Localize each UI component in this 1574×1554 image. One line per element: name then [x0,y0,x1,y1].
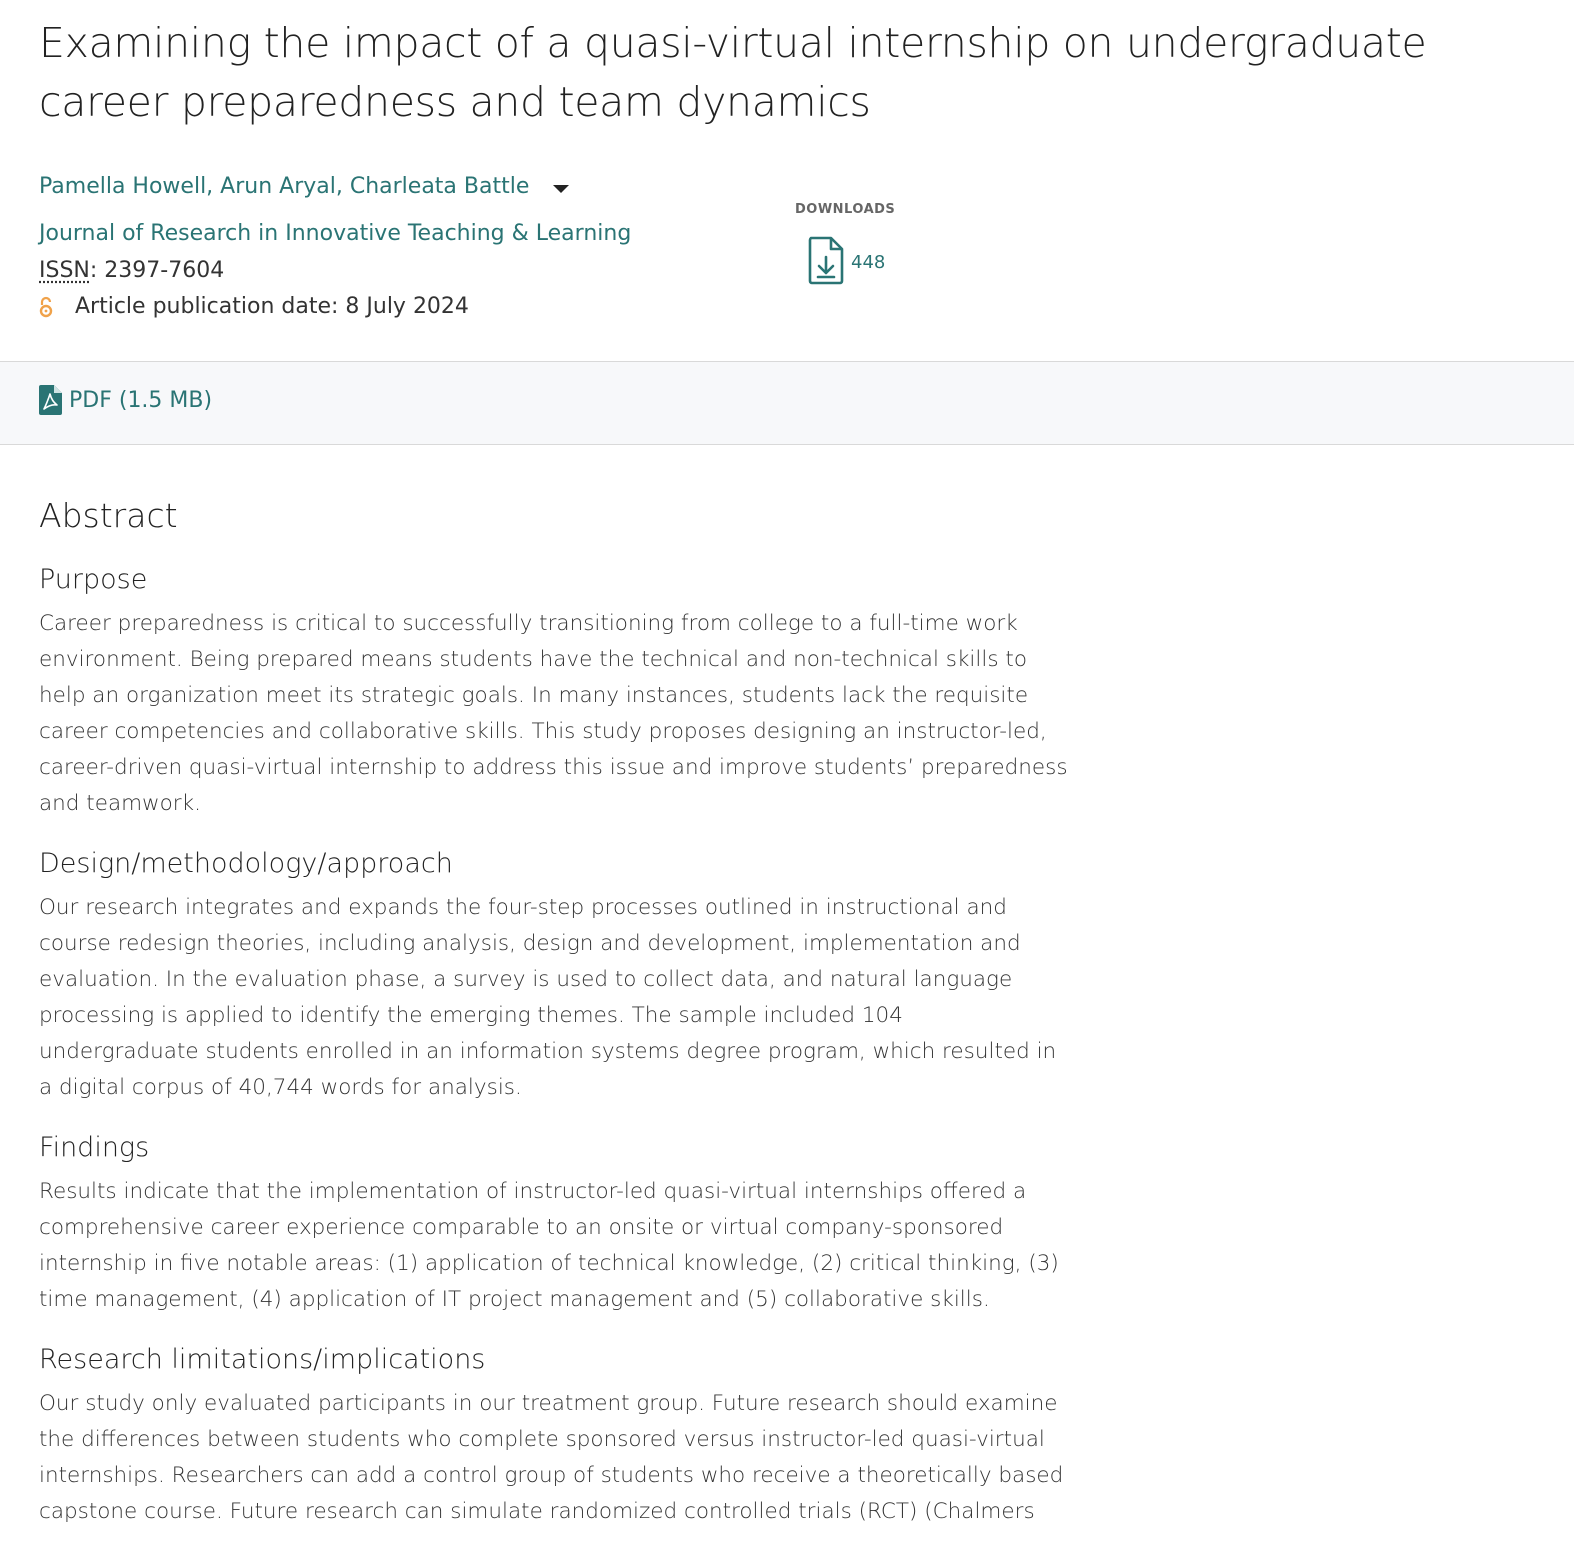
section-body-purpose: Career preparedness is critical to successfully transitioning from college to a full-time work environment. Being prepared means students have the technical and non-technical skills to help an organization meet its strategic goals. In many instances, students lack the requisite career competencies and collaborative skills. This study proposes designing an instructor-led, career-driven quasi-virtual internship to address this issue and improve students’ preparedness and teamwork. [39,611,1068,816]
article-meta [39,132,1535,322]
abstract-section [39,492,1069,1554]
journal-link[interactable]: Journal of Research in Innovative Teaching & Learning [39,221,632,246]
article-header [0,0,1574,322]
pdf-download-link[interactable] [39,385,212,415]
section-heading-findings: Findings [39,1132,150,1163]
issn-label: ISSN [39,258,90,283]
issn [39,258,224,283]
pdf-label[interactable]: PDF (1.5 MB) [69,387,213,413]
article-title: Examining the impact of a quasi-virtual internship on undergraduate career preparedness and team dynamics [39,19,1427,126]
downloads-count: 448 [851,251,886,273]
open-access-lock-icon [39,296,53,318]
pdf-file-icon [39,385,62,415]
downloads-metric [795,202,895,285]
section-body-design: Our research integrates and expands the four-step processes outlined in instructional and course redesign theories, including analysis, design and development, implementation and evaluation. In the evaluation phase, a survey is used to collect data, and natural language processing is applied to identify the emerging themes. The sample included 104 undergraduate students enrolled in an information systems degree program, which resulted in a digital corpus of 40,744 words for analysis. [39,895,1057,1100]
downloads-label: DOWNLOADS [795,202,896,217]
section-heading-limitations: Research limitations/implications [39,1344,486,1375]
authors-row [39,174,569,199]
issn-value: : 2397-7604 [89,258,225,283]
section-body-limitations: Our study only evaluated participants in our treatment group. Future research should examine the differences between students who complete sponsored versus instructor-led quasi-virtual internships. Researchers can add a control group of students who receive a theoretically based capstone course. Future research can simulate randomized controlled trials (RCT) (Chalmers [39,1391,1064,1524]
abstract-heading: Abstract [39,496,178,535]
section-body-findings: Results indicate that the implementation of instructor-led quasi-virtual internships offered a comprehensive career experience comparable to an onsite or virtual company-sponsored internship in five notable areas: (1) application of technical knowledge, (2) critical thinking, (3) time management, (4) application of IT project management and (5) collaborative skills. [39,1179,1059,1312]
file-download-icon [807,235,845,285]
downloads-row [807,235,895,285]
authors-link[interactable]: Pamella Howell, Arun Aryal, Charleata Battle [39,174,530,199]
publication-date: Article publication date: 8 July 2024 [75,294,469,319]
section-heading-purpose: Purpose [39,564,148,595]
caret-down-icon[interactable] [553,185,569,193]
publication-date-row [39,294,469,319]
article-toolbar [0,361,1574,445]
section-heading-design: Design/methodology/approach [39,848,453,879]
